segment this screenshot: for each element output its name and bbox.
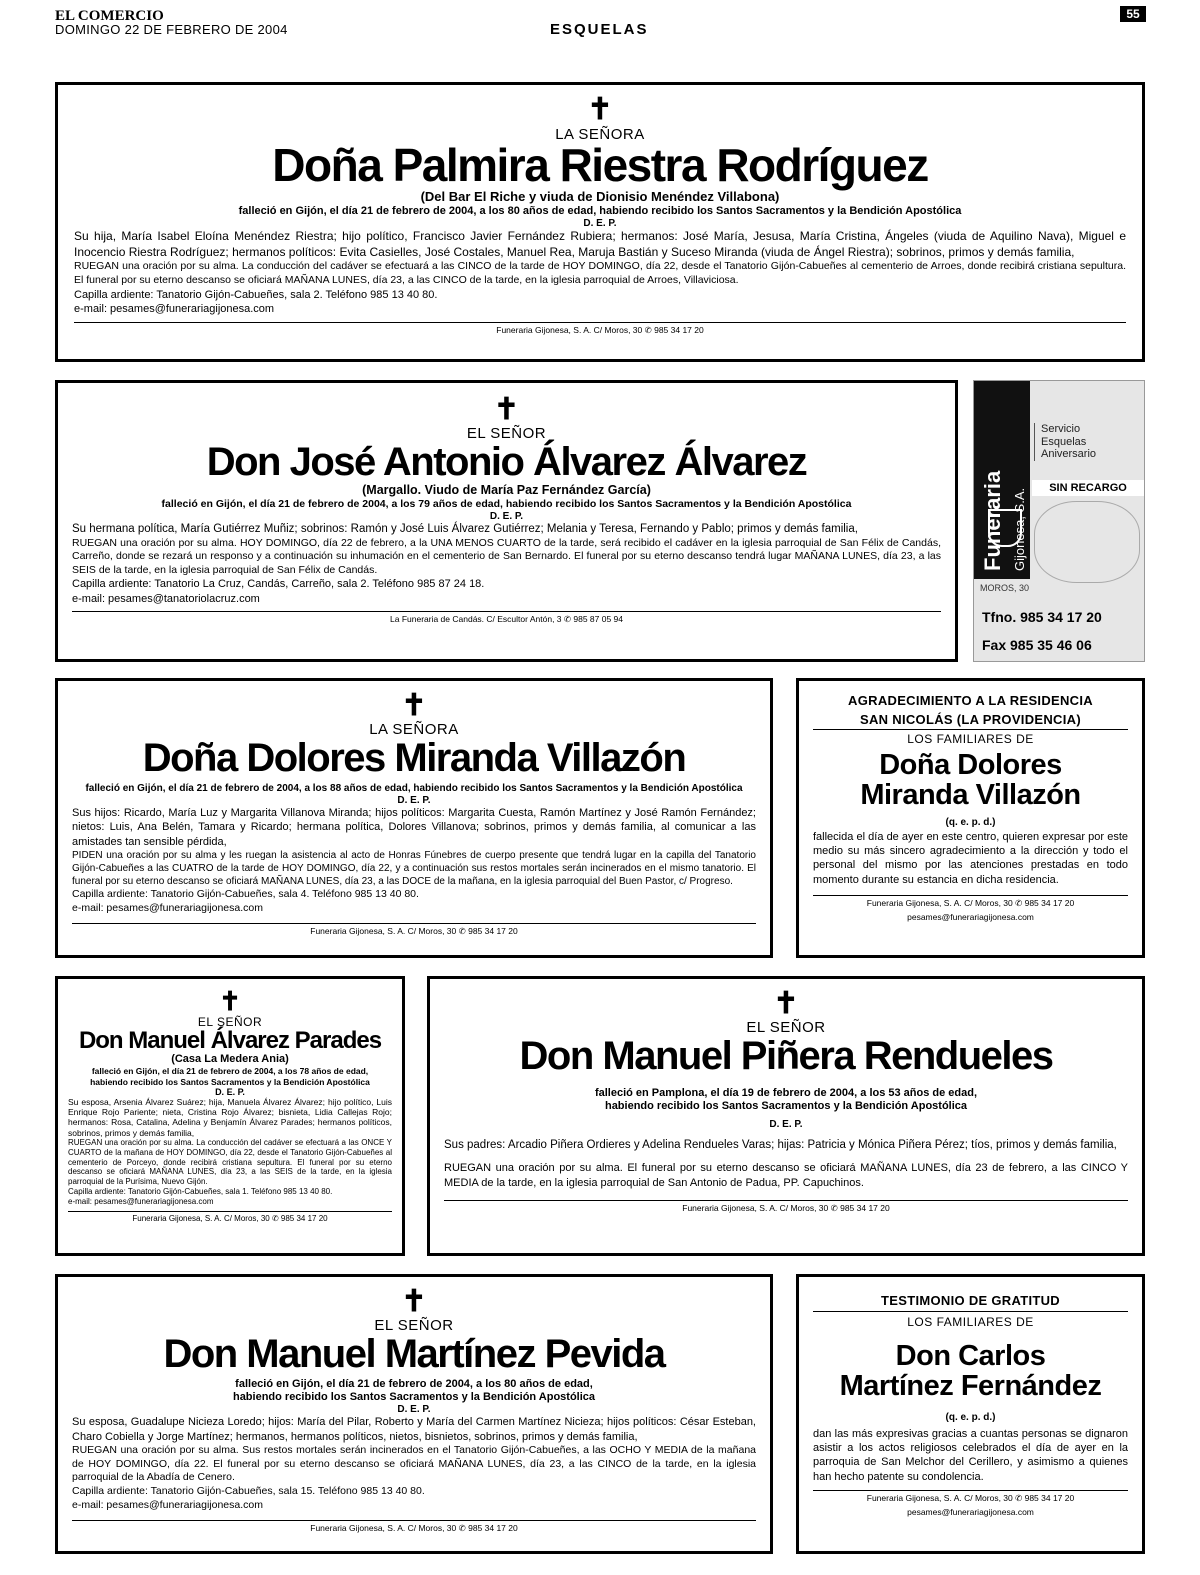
cross-icon: ✝ (587, 92, 613, 127)
email: pesames@funerariagijonesa.com (907, 912, 1034, 923)
capilla: Capilla ardiente: Tanatorio Gijón-Cabueñes, sala 15. Teléfono 985 13 40 80. (72, 1484, 425, 1497)
ad-service-3: Aniversario (1041, 448, 1097, 461)
family-text: Sus hijos: Ricardo, María Luz y Margarita Villanova Miranda; hijos políticos: Margarita Cuesta, Ramón Martínez y José Ramón Fernández; nietos: Luis, Ana Belén, Tamara y Ricardo; hermana política, Dolores Villanova; sobrinos, primos y demás familia, al comunicar a las amistades tan sensible pérdida, (72, 807, 756, 848)
deceased-name: Don Manuel Álvarez Parades (78, 1027, 382, 1054)
ad-services (1034, 423, 1145, 461)
obituary-manuel-alvarez (55, 976, 405, 1256)
subtitle: (Margallo. Viudo de María Paz Fernández García) (362, 483, 651, 497)
obituary-manuel-pinera (427, 976, 1145, 1256)
funeraria-advertisement (973, 380, 1145, 662)
service-text: PIDEN una oración por su alma y les ruegan la asistencia al acto de Honras Fúnebres de cuerpo presente que tendrá lugar en la capilla del Tanatorio Gijón-Cabueñes a las CUATRO de la tarde de HOY DOMINGO, día 22, y a continuación sus restos mortales serán incinerados en el mismo tanatorio. El funeral por su eterno descanso se oficiará MAÑANA LUNES, día 23, a las DOCE de la mañana, en la iglesia parroquial del Buen Pastor, c/ Progreso. (72, 849, 756, 887)
funeral-home-footer: Funeraria Gijonesa, S. A. C/ Moros, 30 ✆ 985 34 17 20 (72, 923, 756, 937)
qepd: (q. e. p. d.) (945, 816, 996, 828)
deceased-name-line-2: Martínez Fernández (839, 1370, 1102, 1403)
ad-sin-recargo: SIN RECARGO (1032, 480, 1144, 496)
page-number: 55 (1120, 6, 1146, 22)
dep: D. E. P. (583, 218, 617, 230)
death-info: falleció en Gijón, el día 21 de febrero de 2004, a los 79 años de edad, habiendo recibido los Santos Sacramentos y la Bendición Apostólica (161, 498, 852, 510)
capilla: Capilla ardiente: Tanatorio Gijón-Cabueñes, sala 1. Teléfono 985 13 40 80. (68, 1186, 333, 1196)
obituary-jose-antonio (55, 380, 958, 662)
subtitle: (Del Bar El Riche y viuda de Dionisio Menéndez Villabona) (420, 189, 780, 205)
email: e-mail: pesames@funerariagijonesa.com (72, 901, 263, 914)
death-info: falleció en Gijón, el día 21 de febrero de 2004, a los 88 años de edad, habiendo recibido los Santos Sacramentos y la Bendición Apostólica (85, 783, 743, 794)
obituary-manuel-martinez (55, 1274, 773, 1554)
service-text: RUEGAN una oración por su alma. HOY DOMINGO, día 22 de febrero, a la UNA MENOS CUARTO de la tarde, será recibido el cadáver en la iglesia parroquial de San Félix de Candás, Carreño, donde se rezará un responso y a continuación su inhumación en el cementerio de San Bernardo. El funeral por su eterno descanso tendrá lugar MAÑANA LUNES, día 23, a las SEIS de la tarde, en la iglesia parroquial de San Félix de Candás. (72, 536, 941, 576)
title: EL SEÑOR (466, 425, 547, 442)
death-info: falleció en Gijón, el día 21 de febrero de 2004, a los 80 años de edad, habiendo recibido los Santos Sacramentos y la Bendición Apostólica (238, 204, 962, 217)
family-text: Su hija, María Isabel Eloína Menéndez Riestra; hijo político, Francisco Javier Fernández Rubiera; hermanos: José María, Jesusa, María Cristina, Ángeles (viuda de Aquilino Nava), Miguel e Inocencio Riestra Rodríguez; hermanos políticos: Evita Casielles, José Costales, Manuel Rea, Maruja Bastián y Suceso Miranda (viuda de Ángel Riestra); sobrinos, primos y demás familia, (74, 229, 1126, 259)
family-text: Su hermana política, María Gutiérrez Muñiz; sobrinos: Ramón y José Luis Álvarez Gutiérrez; Melania y Teresa, Fernando y Pablo; primos y demás familia, (72, 522, 858, 535)
heading-line-2: SAN NICOLÁS (LA PROVIDENCIA) (860, 712, 1081, 727)
family-text: Su esposa, Arsenia Álvarez Suárez; hija, Manuela Álvarez Álvarez; hijo político, Luis Enrique Rojo Pariente; nieta, Cristina Rojo Álvarez; bisnieta, Lidia Callejas Rojo; hermanos: Rosa, Catalina, Adelina y Benjamín Álvarez Parades; hermanos políticos, sobrinos, primos y demás familia, (68, 1096, 392, 1138)
title: EL SEÑOR (746, 1019, 826, 1036)
subtitle: (Casa La Medera Ania) (171, 1053, 289, 1066)
deceased-name-line-1: Don Carlos (895, 1340, 1046, 1372)
email: pesames@funerariagijonesa.com (907, 1507, 1034, 1518)
title: LA SEÑORA (555, 126, 645, 143)
title: EL SEÑOR (374, 1317, 454, 1334)
ad-address: MOROS, 30 (980, 583, 1030, 593)
testimonio-gratitud (796, 1274, 1145, 1554)
email: e-mail: pesames@tanatoriolacruz.com (72, 592, 260, 605)
deceased-name: Don José Antonio Álvarez Álvarez (206, 440, 807, 484)
capilla: Capilla ardiente: Tanatorio Gijón-Cabueñes, sala 2. Teléfono 985 13 40 80. (74, 288, 438, 301)
service-text: RUEGAN una oración por su alma. La conducción del cadáver se efectuará a las CINCO de la tarde de HOY DOMINGO, día 22, desde el Tanatorio Gijón-Cabueñes al cementerio de Arroes, donde recibirá cristiana sepultura. El funeral por su eterno descanso se oficiará MAÑANA LUNES, día 23, a las CINCO de la tarde, en la iglesia parroquial de Arroes, Villaviciosa. (74, 260, 1126, 286)
heading-line-1: AGRADECIMIENTO A LA RESIDENCIA (848, 693, 1093, 708)
emblem-icon (1034, 501, 1140, 583)
newspaper-name: EL COMERCIO (55, 8, 164, 24)
deceased-name: Don Manuel Martínez Pevida (163, 1332, 665, 1376)
gratitude-text: dan las más expresivas gracias a cuantas personas se dignaron asistir a los actos religiosos celebrados el día de ayer en la parroquia de San Melchor del Cerillero, y asimismo a quienes han hecho patente su condolencia. (813, 1427, 1128, 1483)
service-text: RUEGAN una oración por su alma. Sus restos mortales serán incinerados en el Tanatorio Gijón-Cabueñes, a las OCHO Y MEDIA de la mañana de HOY DOMINGO, día 22. El funeral por su eterno descanso se oficiará MAÑANA LUNES, día 23, a las CINCO de la tarde, en la iglesia parroquial de la Abadía de Cenero. (72, 1443, 756, 1484)
title: LA SEÑORA (369, 721, 459, 738)
death-info-2: habiendo recibido los Santos Sacramentos y la Bendición Apostólica (604, 1100, 968, 1113)
funeral-home-footer: Funeraria Gijonesa, S. A. C/ Moros, 30 ✆ 985 34 17 20 (813, 895, 1128, 909)
funeral-home-footer: Funeraria Gijonesa, S. A. C/ Moros, 30 ✆ 985 34 17 20 (72, 1520, 756, 1534)
death-info-1: falleció en Pamplona, el día 19 de febrero de 2004, a los 53 años de edad, (594, 1087, 978, 1099)
obituary-palmira (55, 82, 1145, 362)
funeral-home-footer: Funeraria Gijonesa, S. A. C/ Moros, 30 ✆ 985 34 17 20 (68, 1211, 392, 1223)
death-info-2: habiendo recibido los Santos Sacramentos y la Bendición Apostólica (232, 1391, 596, 1404)
familiares-label: LOS FAMILIARES DE (813, 729, 1128, 746)
funeral-home-footer: La Funeraria de Candás. C/ Escultor Antón, 3 ✆ 985 87 05 94 (72, 611, 941, 625)
dep: D. E. P. (215, 1086, 245, 1097)
agradecimiento-residencia (796, 678, 1145, 958)
dep: D. E. P. (397, 795, 431, 806)
deceased-name: Doña Palmira Riestra Rodríguez (272, 139, 928, 191)
title: EL SEÑOR (197, 1015, 263, 1029)
email: e-mail: pesames@funerariagijonesa.com (68, 1196, 214, 1206)
ad-phone: Tfno. 985 34 17 20 (982, 609, 1102, 625)
familiares-label: LOS FAMILIARES DE (813, 1311, 1128, 1329)
death-info-1: falleció en Gijón, el día 21 de febrero de 2004, a los 80 años de edad, (235, 1378, 593, 1390)
cross-icon: ✝ (401, 1284, 427, 1319)
service-text: RUEGAN una oración por su alma. La conducción del cadáver se efectuará a las ONCE Y CUARTO de la mañana de HOY DOMINGO, día 22, desde el Tanatorio Gijón-Cabueñes al cementerio de Porceyo, donde recibirá cristiana sepultura. El funeral por su eterno descanso se oficiará MAÑANA LUNES, día 23, a las SEIS de la tarde, en la iglesia parroquial de la Purísima, Nuevo Gijón. (68, 1138, 392, 1187)
heading: TESTIMONIO DE GRATITUD (881, 1293, 1060, 1308)
email: e-mail: pesames@funerariagijonesa.com (72, 1498, 263, 1511)
cross-icon: ✝ (773, 986, 799, 1021)
cross-icon: ✝ (219, 987, 241, 1017)
dep: D. E. P. (489, 510, 524, 522)
funeral-home-footer: Funeraria Gijonesa, S. A. C/ Moros, 30 ✆ 985 34 17 20 (813, 1490, 1128, 1504)
ad-fax: Fax 985 35 46 06 (982, 637, 1092, 653)
cross-icon: ✝ (401, 688, 427, 723)
ad-service-2: Esquelas (1041, 435, 1087, 448)
funeral-home-footer: Funeraria Gijonesa, S. A. C/ Moros, 30 ✆ 985 34 17 20 (444, 1200, 1128, 1214)
service-text: RUEGAN una oración por su alma. El funeral por su eterno descanso se oficiará MAÑANA LUNES, día 23 de febrero, a las CINCO Y MEDIA de la tarde, en la iglesia parroquial de San Antonio de Padua, PP. Capuchinos. (444, 1162, 1128, 1189)
deceased-name: Doña Dolores Miranda Villazón (142, 736, 686, 780)
shield-icon (988, 509, 1022, 547)
family-text: Su esposa, Guadalupe Nicieza Loredo; hijos: María del Pilar, Roberto y María del Carmen Martínez Nicieza; hijos políticos: César Esteban, Charo Cobiella y Jorge Martínez; hermanos, hermanos políticos, nietos, bisnietos, sobrinos, primos y demás familia, (72, 1416, 756, 1443)
obituary-dolores (55, 678, 773, 958)
gratitude-text: fallecida el día de ayer en este centro, quieren expresar por este medio su más sincero agradecimiento a la dirección y todo el personal del mismo por las atenciones prestadas en todo momento durante su estancia en dicha residencia. (813, 830, 1128, 886)
email: e-mail: pesames@funerariagijonesa.com (74, 302, 275, 315)
death-info-2: habiendo recibido los Santos Sacramentos y la Bendición Apostólica (90, 1076, 370, 1087)
family-text: Sus padres: Arcadio Piñera Ordieres y Adelina Rendueles Varas; hijas: Patricia y Mónica Piñera Pérez; tíos, primos y demás familia, (444, 1139, 1117, 1152)
issue-date: DOMINGO 22 DE FEBRERO DE 2004 (55, 22, 288, 37)
funeral-home-footer: Funeraria Gijonesa, S. A. C/ Moros, 30 ✆ 985 34 17 20 (74, 322, 1126, 336)
capilla: Capilla ardiente: Tanatorio Gijón-Cabueñes, sala 4. Teléfono 985 13 40 80. (72, 887, 419, 900)
deceased-name-line-2: Miranda Villazón (860, 779, 1081, 812)
ad-brand-sub: Gijonesa, S.A. (1012, 487, 1027, 571)
qepd: (q. e. p. d.) (945, 1411, 996, 1423)
deceased-name-line-1: Doña Dolores (879, 749, 1062, 781)
capilla: Capilla ardiente: Tanatorio La Cruz, Candás, Carreño, sala 2. Teléfono 985 87 24 18. (72, 578, 485, 591)
section-title: ESQUELAS (550, 21, 649, 38)
deceased-name: Don Manuel Piñera Rendueles (519, 1034, 1053, 1078)
death-info-1: falleció en Gijón, el día 21 de febrero de 2004, a los 78 años de edad, (91, 1066, 369, 1077)
ad-service-1: Servicio (1041, 423, 1081, 435)
dep: D. E. P. (769, 1119, 803, 1131)
ad-brand: Funeraria (980, 470, 1005, 571)
cross-icon: ✝ (493, 392, 520, 427)
dep: D. E. P. (397, 1404, 431, 1416)
